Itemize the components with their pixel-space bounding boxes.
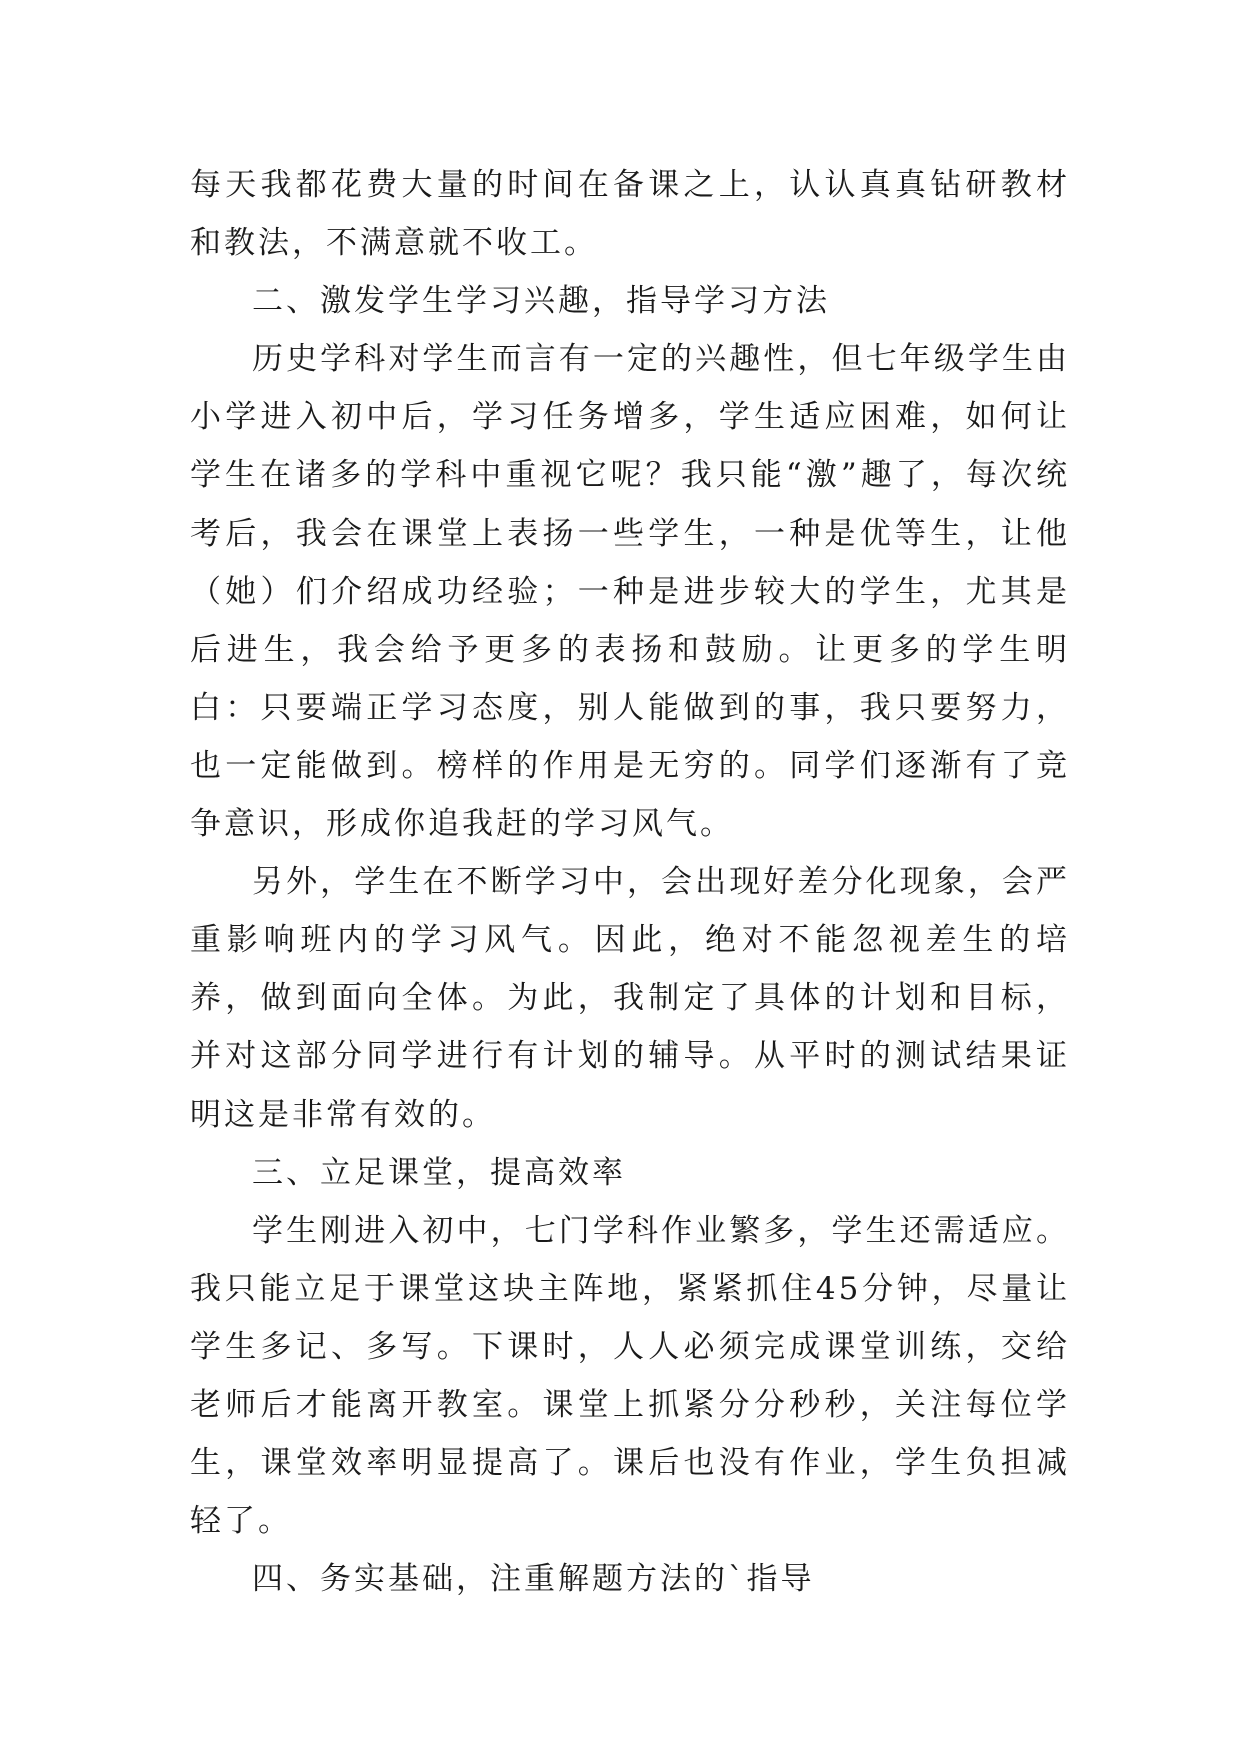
paragraph-differentiation: 另外，学生在不断学习中，会出现好差分化现象，会严重影响班内的学习风气。因此，绝对不能忽视差生的培养，做到面向全体。为此，我制定了具体的计划和目标，并对这部分同学进行有计划的辅导。从平时的测试结果证明这是非常有效的。 bbox=[190, 864, 1070, 1133]
section-heading-2: 二、激发学生学习兴趣，指导学习方法 bbox=[252, 283, 830, 320]
document-body bbox=[190, 156, 1070, 1608]
paragraph-continued: 每天我都花费大量的时间在备课之上，认认真真钻研教材和教法，不满意就不收工。 bbox=[190, 167, 1070, 262]
paragraph-classroom: 学生刚进入初中，七门学科作业繁多，学生还需适应。我只能立足于课堂这块主阵地，紧紧抓住45分钟，尽量让学生多记、多写。下课时，人人必须完成课堂训练，交给老师后才能离开教室。课堂上抓紧分分秒秒，关注每位学生，课堂效率明显提高了。课后也没有作业，学生负担减轻了。 bbox=[190, 1212, 1070, 1540]
section-heading-4: 四、务实基础，注重解题方法的`指导 bbox=[252, 1561, 815, 1598]
paragraph-interest: 历史学科对学生而言有一定的兴趣性，但七年级学生由小学进入初中后，学习任务增多，学生适应困难，如何让学生在诸多的学科中重视它呢？我只能“激”趣了，每次统考后，我会在课堂上表扬一些学生，一种是优等生，让他（她）们介绍成功经验；一种是进步较大的学生，尤其是后进生，我会给予更多的表扬和鼓励。让更多的学生明白：只要端正学习态度，别人能做到的事，我只要努力，也一定能做到。榜样的作用是无穷的。同学们逐渐有了竞争意识，形成你追我赶的学习风气。 bbox=[190, 341, 1070, 843]
section-heading-3: 三、立足课堂，提高效率 bbox=[252, 1154, 626, 1191]
